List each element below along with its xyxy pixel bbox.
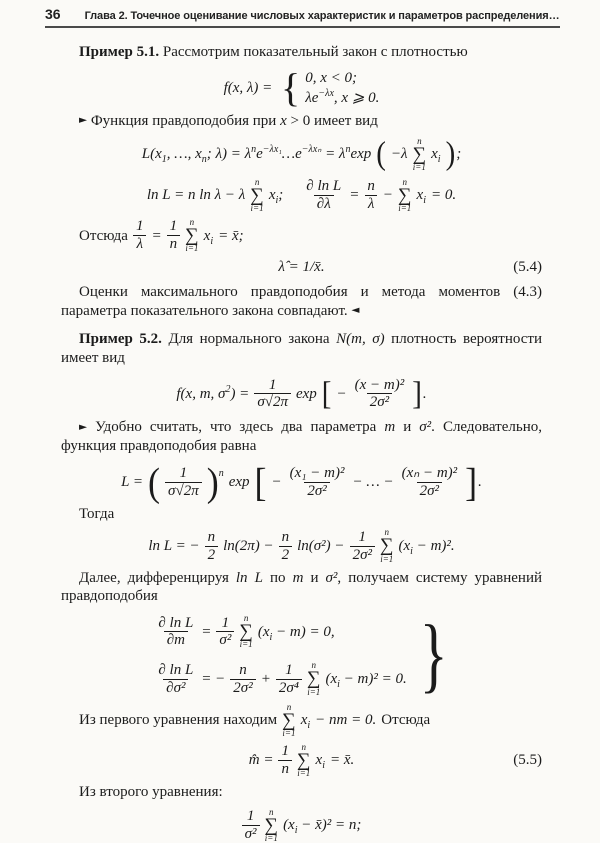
math-token: $x_i$ <box>315 752 325 772</box>
math-token: = <box>201 623 212 640</box>
summation: n ∑ i=1 <box>306 660 321 697</box>
paragraph-text: плотность вероятности имеет вид <box>61 330 542 366</box>
sigma-symbol: ∑ <box>306 668 321 690</box>
summation: n ∑ i=1 <box>264 806 279 843</box>
equation-loglikelihood-normal <box>61 528 542 563</box>
math-token: $(x_i - m)^2$. <box>398 538 455 558</box>
fraction: $\frac{1}{n}$ <box>167 218 181 253</box>
solution-begin-icon: ► <box>79 420 88 433</box>
math-token: − <box>336 385 347 402</box>
fraction: $\frac{\text{(xₙ − m)²}}{\text{2σ²}}$ <box>401 465 458 499</box>
example-5-1-intro <box>61 43 542 62</box>
equation-system-likelihood: $\frac{\text{∂ ln L}}{\partial m}$ = $\frac{1}{\text{σ²}}$ n ∑ i=1 $(x_i - m) = 0$, $\frac{\text{∂ ln L}}{\text{∂σ²}}$ = − $\frac{n}{\text{2σ²}}$ + $\frac{1}{\text{2σ⁴}}$ n ∑ i=1 $(x_i - m)^2 = 0$. } <box>61 614 542 696</box>
equation-number: (5.4) <box>513 259 542 276</box>
math-token: ; <box>456 146 462 163</box>
math-token: m̂ = <box>248 752 274 769</box>
math-token: $x_i$ <box>431 146 441 166</box>
equation-likelihood-normal: L = ( $\frac{1}{\sigma√2\pi}$ ) n exp [ − $\frac{\text{(x₁ − m)²}}{\text{2σ²}}$ − … − $\frac{\text{(xₙ − m)²}}{\text{2σ²}}$ ] . <box>121 459 482 505</box>
fraction: $\frac{1}{\sigma√2\pi}$ <box>165 465 202 500</box>
paragraph-text: Для нормального закона <box>161 330 337 347</box>
math-token: = 0. <box>430 187 457 204</box>
math-token: f(x, λ) = <box>223 79 277 96</box>
paragraph-differentiate <box>61 569 542 607</box>
equation-5-5 <box>61 743 542 778</box>
paragraph-text: Далее, дифференцируя <box>79 569 236 586</box>
fraction: $\frac{1}{\text{2σ²}}$ <box>350 529 375 564</box>
math-token: − nm = 0. <box>315 712 377 729</box>
fraction: $\frac{1}{\text{σ²}}$ <box>242 808 260 843</box>
equation-density-exponential: f(x, λ) = { 0, x < 0; $\lambda e^{-\lambda x}$, x ⩾ 0. <box>223 64 380 110</box>
math-token: ln(σ²) − <box>297 538 345 555</box>
math-inline: N(m, σ) <box>336 330 385 347</box>
fraction: $\frac{n}{\text{2σ²}}$ <box>230 662 255 697</box>
line-first-equation <box>61 703 542 738</box>
fraction: $\frac{n}{\lambda}$ <box>364 178 378 213</box>
summation: n ∑ i=1 <box>379 527 394 564</box>
equation-5-4 <box>61 258 542 276</box>
system-row-1 <box>155 614 334 649</box>
page-header <box>0 0 600 25</box>
equation-variance <box>61 808 542 843</box>
math-token: f(x, m, $\sigma^2$) = <box>176 383 250 402</box>
sigma-symbol: ∑ <box>412 143 427 165</box>
math-token: − <box>271 474 282 491</box>
example-5-1-conclusion <box>61 283 542 321</box>
cases-stack <box>305 69 379 107</box>
paragraph-text: по <box>262 569 293 586</box>
math-token: exp <box>295 385 317 402</box>
math-token: $x_i$ <box>203 227 214 247</box>
math-inline: x <box>280 112 287 129</box>
text-token: Отсюда <box>381 712 431 729</box>
paragraph-text: Оценки максимального правдоподобия и метода моментов (4.3) параметра показательного закона совпадают. <box>61 284 542 319</box>
denominator: σ√2π <box>254 393 291 411</box>
sigma-symbol: ∑ <box>264 814 279 836</box>
example-5-2-title: Пример 5.2. <box>79 330 162 347</box>
fraction: $\frac{1}{\text{2σ⁴}}$ <box>276 662 302 697</box>
math-token: = <box>151 227 162 244</box>
paragraph-then: Тогда <box>79 505 115 522</box>
math-token: $x_i$ <box>416 187 426 207</box>
math-token: $L(x_1$, …, $x_n$; $\lambda) = \lambda^ne^{-\lambda x_1}\dots e^{-\lambda x_n} = \lambda^n\exp$ <box>141 144 372 166</box>
fraction: $\frac{\text{∂ ln L}}{\partial\lambda}$ <box>306 178 342 212</box>
math-inline: σ² <box>325 569 338 586</box>
equation-likelihood-exponential: $L(x_1$, …, $x_n$; $\lambda) = \lambda^ne^{-\lambda x_1}\dots e^{-\lambda x_n} = \lambda^n\exp$ ( −λ n ∑ i=1 $x_i$ ) ; <box>141 135 462 173</box>
fraction: $\frac{\text{(x − m)²}}{\text{2σ²}}$ <box>354 376 405 411</box>
paragraph-text: Удобно считать, что здесь два параметра <box>87 419 385 436</box>
system-rows <box>155 614 406 696</box>
math-token: = − <box>201 671 226 687</box>
summation: n ∑ i=1 <box>282 701 296 738</box>
example-5-2-intro <box>61 330 542 368</box>
math-token: L = <box>121 474 144 491</box>
math-token: − … − <box>352 474 394 491</box>
page-number: 36 <box>45 6 61 22</box>
math-token: = <box>349 187 360 204</box>
paragraph-text: > 0 имеет вид <box>286 112 378 129</box>
equation-number: (5.5) <box>513 752 542 769</box>
sigma-symbol: ∑ <box>250 184 264 206</box>
math-inline: ln L <box>235 569 263 586</box>
fraction: $\frac{\text{(x₁ − m)²}}{\text{2σ²}}$ <box>289 465 345 499</box>
sigma-symbol: ∑ <box>397 184 412 206</box>
chapter-title: Глава 2. Точечное оценивание числовых характеристик и параметров распределения… <box>84 10 560 22</box>
solution-start-paragraph-2 <box>61 418 542 456</box>
paragraph-text: и <box>303 569 326 586</box>
math-inline: m <box>384 419 396 436</box>
fraction: $\frac{n}{2}$ <box>279 529 293 564</box>
math-token: + <box>260 671 271 687</box>
paragraph-text: Функция правдоподобия при <box>87 112 281 129</box>
math-token: ln L = n ln λ − λ <box>146 187 246 204</box>
sigma-symbol: ∑ <box>282 709 296 731</box>
page-body <box>0 28 600 843</box>
solution-start-paragraph <box>61 112 542 131</box>
radical-icon: √ <box>264 394 273 411</box>
math-token: −λ <box>390 146 408 163</box>
text-token: Отсюда <box>79 227 128 244</box>
math-inline: m <box>292 569 304 586</box>
math-token: = x̄; <box>218 227 244 244</box>
denominator: σ√2π <box>165 482 202 500</box>
text-token: Из первого уравнения находим <box>79 712 278 729</box>
summation: n ∑ i=1 <box>296 741 311 778</box>
math-token: − <box>382 187 393 204</box>
math-token: ($x_i$ − x̄)² = n; <box>283 817 362 837</box>
math-token: $(x_i - m)^2 = 0$. <box>325 671 407 690</box>
math-token: = x̄. <box>329 752 355 769</box>
math-token: λ̂ = 1/x̄. <box>278 259 325 276</box>
math-token: . <box>478 474 482 491</box>
solution-begin-icon: ► <box>79 114 88 127</box>
line-hence-exponential <box>61 218 542 253</box>
math-token: $x_i$; <box>268 187 284 207</box>
equation-loglikelihood-exponential <box>61 178 542 213</box>
solution-end-icon: ◄ <box>351 304 360 317</box>
paragraph-text: . Следовательно, функция правдоподобия равна <box>61 419 542 455</box>
sigma-symbol: ∑ <box>296 749 311 771</box>
sigma-symbol: ∑ <box>379 535 394 557</box>
exponent: n <box>218 468 224 479</box>
radical-icon: √ <box>175 482 184 499</box>
fraction: $\frac{\text{∂ ln L}}{\partial m}$ <box>158 614 194 649</box>
fraction: $\frac{1}{n}$ <box>278 743 292 778</box>
math-token: ln(2π) − <box>223 538 274 555</box>
summation: n ∑ i=1 <box>412 135 427 172</box>
equation-density-normal: f(x, m, $\sigma^2$) = $\frac{1}{\sigma√2\pi}$ exp [ − $\frac{\text{(x − m)²}}{\text{2σ²}}$ ] . <box>176 376 427 412</box>
example-5-1-title: Пример 5.1. <box>79 44 160 60</box>
summation: n ∑ i=1 <box>185 216 199 254</box>
paragraph-second-equation: Из второго уравнения: <box>79 783 223 800</box>
sigma-symbol: ∑ <box>239 621 253 643</box>
paragraph-text: , получаем систему уравнений правдоподобия <box>61 569 543 605</box>
paragraph-text: и <box>395 419 420 436</box>
fraction: $\frac{1}{\sigma√2\pi}$ <box>254 377 291 412</box>
fraction: $\frac{\text{∂ ln L}}{\text{∂σ²}}$ <box>158 661 194 696</box>
summation: n ∑ i=1 <box>250 176 264 213</box>
summation: n ∑ i=1 <box>239 613 253 650</box>
math-token: $x_i$ <box>300 712 311 732</box>
math-token: ln L = − <box>148 538 200 555</box>
system-row-2 <box>155 661 406 696</box>
math-inline: σ² <box>419 419 432 436</box>
example-5-1-text: Рассмотрим показательный закон с плотностью <box>159 44 468 60</box>
sigma-symbol: ∑ <box>185 224 199 246</box>
math-token: exp <box>228 474 250 491</box>
fraction: $\frac{1}{\lambda}$ <box>133 218 147 253</box>
math-token: . <box>422 385 427 402</box>
math-token: 0, x < 0; <box>305 69 358 86</box>
fraction: $\frac{1}{\text{σ²}}$ <box>216 615 234 650</box>
math-token: $\lambda e^{-\lambda x}$, x ⩾ 0. <box>305 87 380 106</box>
fraction: $\frac{n}{2}$ <box>205 529 219 564</box>
summation: n ∑ i=1 <box>397 176 412 213</box>
math-token: $(x_i - m) = 0$, <box>257 623 335 643</box>
